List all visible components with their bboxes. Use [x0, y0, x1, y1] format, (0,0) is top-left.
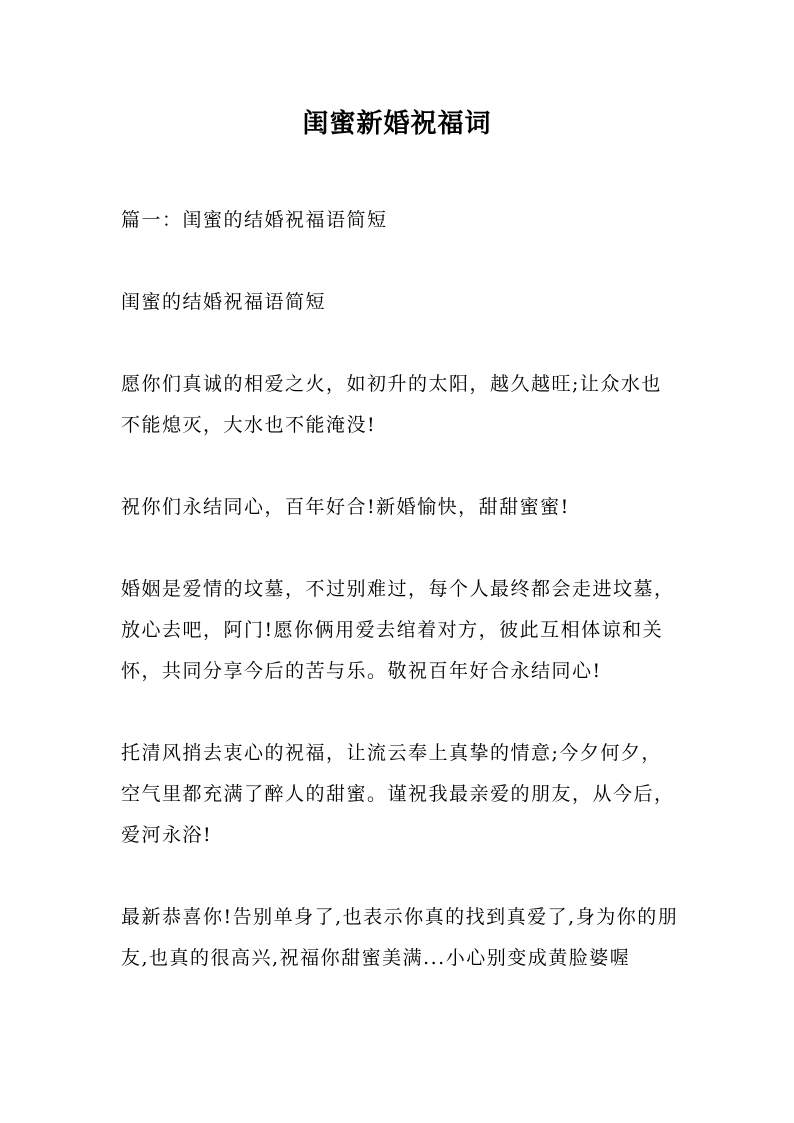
subheading: 闺蜜的结婚祝福语简短 — [121, 291, 327, 313]
document-body — [121, 200, 681, 1020]
document-title: 闺蜜新婚祝福词 — [302, 109, 492, 139]
paragraph: 祝你们永结同心，百年好合!新婚愉快，甜甜蜜蜜! — [121, 496, 570, 518]
paragraph: 最新恭喜你!告别单身了,也表示你真的找到真爱了,身为你的朋友,也真的很高兴,祝福你甜蜜美满...小心别变成黄脸婆喔 — [121, 906, 679, 969]
paragraph: 婚姻是爱情的坟墓，不过别难过，每个人最终都会走进坟墓，放心去吧，阿门!愿你俩用爱去绾着对方，彼此互相体谅和关怀，共同分享今后的苦与乐。敬祝百年好合永结同心! — [121, 578, 675, 682]
paragraph: 愿你们真诚的相爱之火，如初升的太阳，越久越旺;让众水也不能熄灭，大水也不能淹没! — [121, 373, 662, 436]
section-heading: 篇一：闺蜜的结婚祝福语简短 — [121, 209, 388, 231]
paragraph: 托清风捎去衷心的祝福，让流云奉上真挚的情意;今夕何夕，空气里都充满了醉人的甜蜜。谨祝我最亲爱的朋友，从今后，爱河永浴! — [121, 742, 675, 846]
